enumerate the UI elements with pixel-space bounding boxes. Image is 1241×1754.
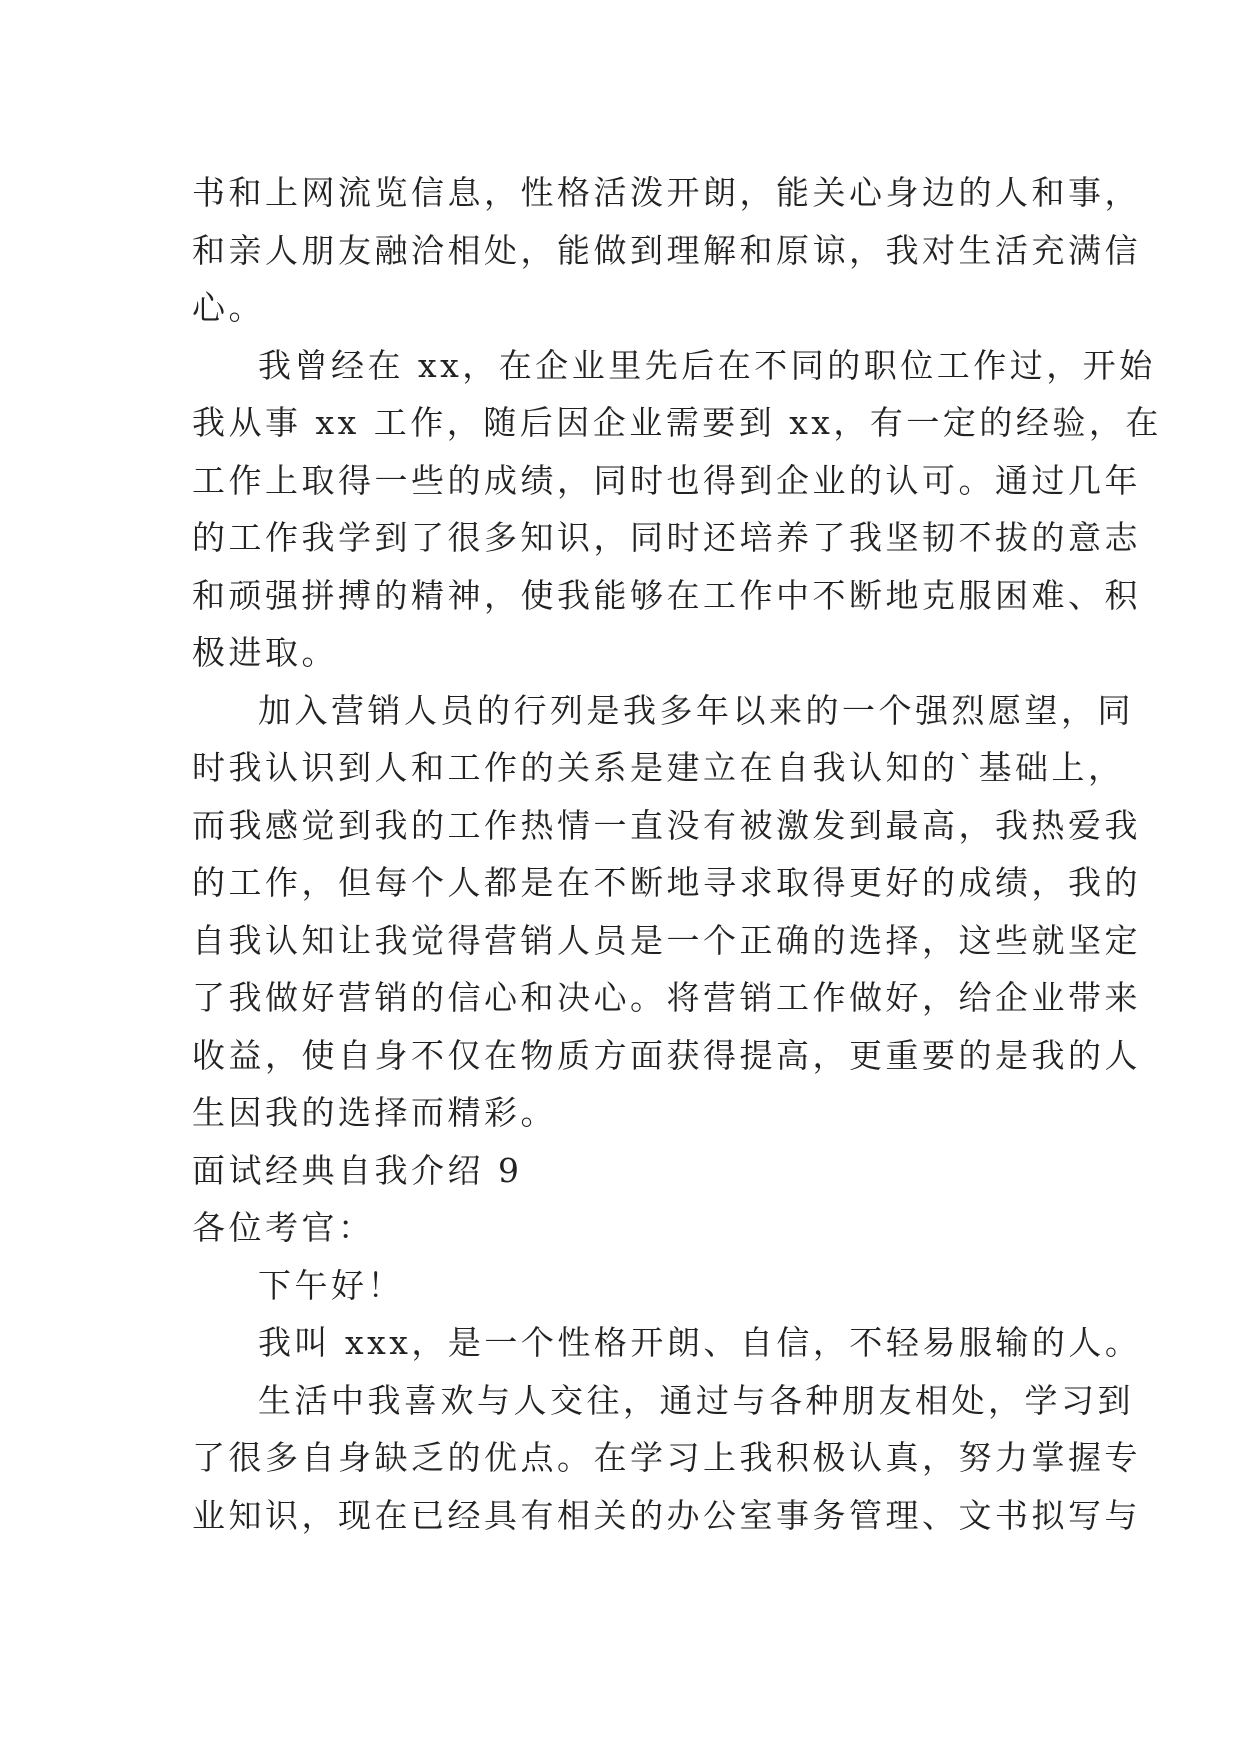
- text-line: 自我认知让我觉得营销人员是一个正确的选择，这些就坚定: [192, 920, 1141, 960]
- text-line: 收益，使自身不仅在物质方面获得提高，更重要的是我的人: [192, 1035, 1141, 1075]
- paragraph-first-line: 生活中我喜欢与人交往，通过与各种朋友相处，学习到: [258, 1380, 1134, 1420]
- paragraph-first-line: 我叫 xxx，是一个性格开朗、自信，不轻易服输的人。: [258, 1323, 1142, 1362]
- paragraph-first-line: 加入营销人员的行列是我多年以来的一个强烈愿望，同: [258, 690, 1134, 730]
- text-line: 的工作我学到了很多知识，同时还培养了我坚韧不拔的意志: [192, 518, 1141, 557]
- greeting: 下午好！: [258, 1265, 404, 1305]
- text-line: 我从事 xx 工作，随后因企业需要到 xx，有一定的经验，在: [192, 403, 1162, 442]
- text-line: 了我做好营销的信心和决心。将营销工作做好，给企业带来: [192, 978, 1141, 1017]
- salutation: 各位考官：: [192, 1208, 375, 1247]
- text-line: 极进取。: [192, 633, 338, 672]
- section-heading: 面试经典自我介绍 9: [192, 1150, 523, 1190]
- document-body: [192, 164, 1162, 1544]
- text-line: 书和上网流览信息，性格活泼开朗，能关心身边的人和事，: [192, 173, 1141, 212]
- paragraph-first-line: 我曾经在 xx，在企业里先后在不同的职位工作过，开始: [258, 345, 1156, 385]
- text-line: 心。: [192, 288, 265, 327]
- text-line: 生因我的选择而精彩。: [192, 1093, 557, 1132]
- text-line: 了很多自身缺乏的优点。在学习上我积极认真，努力掌握专: [192, 1438, 1141, 1477]
- text-line: 时我认识到人和工作的关系是建立在自我认知的`基础上，: [192, 748, 1125, 787]
- text-line: 业知识，现在已经具有相关的办公室事务管理、文书拟写与: [192, 1495, 1141, 1535]
- text-line: 和顽强拼搏的精神，使我能够在工作中不断地克服困难、积: [192, 575, 1141, 615]
- text-line: 工作上取得一些的成绩，同时也得到企业的认可。通过几年: [192, 460, 1141, 500]
- text-line: 的工作，但每个人都是在不断地寻求取得更好的成绩，我的: [192, 863, 1141, 902]
- text-line: 和亲人朋友融洽相处，能做到理解和原谅，我对生活充满信: [192, 230, 1141, 270]
- text-line: 而我感觉到我的工作热情一直没有被激发到最高，我热爱我: [192, 805, 1141, 845]
